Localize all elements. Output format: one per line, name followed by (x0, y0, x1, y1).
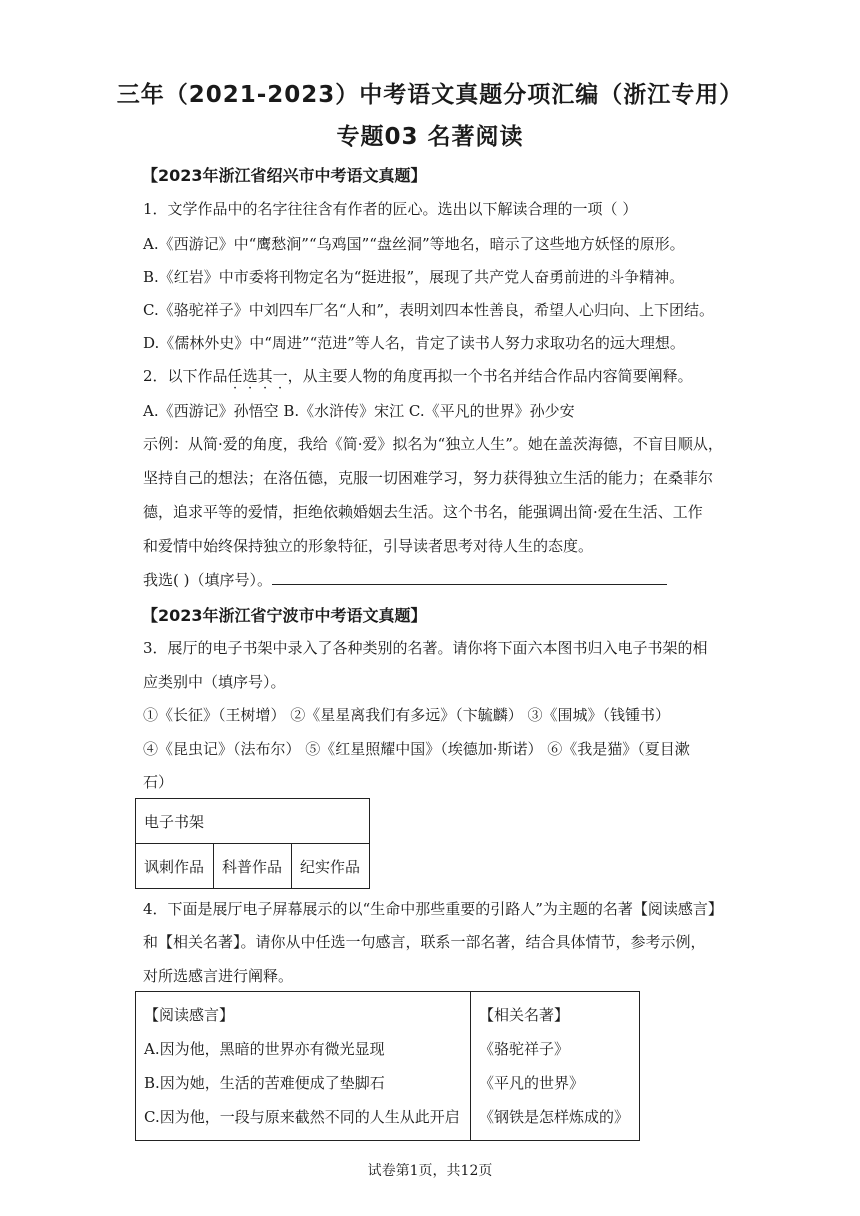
q1-option-d: D.《儒林外史》中“周进”“范进”等人名，肯定了读书人努力求取功名的远大理想。 (143, 334, 685, 352)
emphasis-char: 选 (242, 367, 258, 385)
page-footer: 试卷第1页，共12页 (367, 1163, 493, 1179)
q2-example-line-2: 坚持自己的想法；在洛伍德，克服一切困难学习，努力获得独立生活的能力；在桑菲尔 (143, 469, 714, 487)
quote-b: B.因为她，生活的苦难便成了垫脚石 (144, 1074, 385, 1092)
quotes-header: 【阅读感言】 (144, 1006, 235, 1024)
q3-books-line-2: ④《昆虫记》（法布尔） ⑤《红星照耀中国》（埃德加·斯诺） ⑥《我是猫》（夏目漱 (143, 740, 690, 758)
quote-c: C.因为他，一段与原来截然不同的人生从此开启 (144, 1108, 460, 1126)
q2-stem-emphasis (228, 367, 288, 385)
bookshelf-table (135, 798, 370, 889)
book-3: 《钢铁是怎样炼成的》 (479, 1108, 630, 1126)
quotes-cell (136, 992, 471, 1141)
q2-example-line-1: 示例：从简·爱的角度，我给《简·爱》拟名为“独立人生”。她在盖茨海德，不盲目顺从， (143, 435, 723, 453)
document-title: 三年（2021-2023）中考语文真题分项汇编（浙江专用） (116, 82, 744, 108)
q2-stem (143, 365, 693, 386)
q2-example-line-3: 德，追求平等的爱情，拒绝依赖婚姻去生活。这个书名，能强调出简·爱在生活、工作 (143, 503, 703, 521)
books-header: 【相关名著】 (479, 1006, 570, 1024)
q2-answer-prompt: 我选( )（填序号）。 (143, 571, 272, 589)
reading-quotes-table (135, 991, 640, 1141)
q4-stem-line-1: 4．下面是展厅电子屏幕展示的以“生命中那些重要的引路人”为主题的名著【阅读感言】 (143, 900, 723, 918)
books-cell (471, 992, 640, 1141)
q4-stem-line-3: 对所选感言进行阐释。 (143, 967, 294, 985)
q2-example-line-4: 和爱情中始终保持独立的形象特征，引导读者思考对待人生的态度。 (143, 537, 594, 555)
answer-blank[interactable] (272, 570, 667, 585)
quote-a: A.因为他，黑暗的世界亦有微光显现 (144, 1040, 385, 1058)
q1-option-a: A.《西游记》中“鹰愁涧”“乌鸡国”“盘丝洞”等地名，暗示了这些地方妖怪的原形。 (143, 235, 685, 253)
q3-books-line-3: 石） (143, 773, 174, 791)
section-heading-ningbo: 【2023年浙江省宁波市中考语文真题】 (142, 606, 427, 625)
q2-answer-line (143, 569, 667, 590)
q1-stem: 1．文学作品中的名字往往含有作者的匠心。选出以下解读合理的一项（ ） (143, 200, 638, 218)
q1-option-b: B.《红岩》中市委将刊物定名为“挺进报”，展现了共产党人奋勇前进的斗争精神。 (143, 268, 685, 286)
book-2: 《平凡的世界》 (479, 1074, 585, 1092)
q4-stem-line-2: 和【相关名著】。请你从中任选一句感言，联系一部名著，结合具体情节，参考示例， (143, 933, 706, 951)
category-popular-science: 科普作品 (214, 844, 292, 889)
bookshelf-header: 电子书架 (136, 799, 370, 844)
emphasis-char: 一 (272, 367, 288, 385)
emphasis-char: 任 (227, 367, 243, 385)
category-satire: 讽刺作品 (136, 844, 214, 889)
book-1: 《骆驼祥子》 (479, 1040, 570, 1058)
document-subtitle: 专题03 名著阅读 (336, 124, 524, 150)
category-documentary: 纪实作品 (292, 844, 370, 889)
emphasis-char: 其 (257, 367, 273, 385)
q1-option-c: C.《骆驼祥子》中刘四车厂名“人和”，表明刘四本性善良，希望人心归向、上下团结。 (143, 301, 715, 319)
q2-options: A.《西游记》孙悟空 B.《水浒传》宋江 C.《平凡的世界》孙少安 (143, 402, 575, 420)
q3-stem-line-1: 3．展厅的电子书架中录入了各种类别的名著。请你将下面六本图书归入电子书架的相 (143, 639, 708, 657)
q2-stem-pre: 2．以下作品 (143, 367, 228, 385)
q3-stem-line-2: 应类别中（填序号）。 (143, 673, 286, 691)
section-heading-shaoxing: 【2023年浙江省绍兴市中考语文真题】 (142, 166, 427, 185)
q2-stem-post: ，从主要人物的角度再拟一个书名并结合作品内容简要阐释。 (287, 367, 693, 385)
q3-books-line-1: ①《长征》（王树增） ②《星星离我们有多远》（卞毓麟） ③《围城》（钱锺书） (143, 706, 671, 724)
